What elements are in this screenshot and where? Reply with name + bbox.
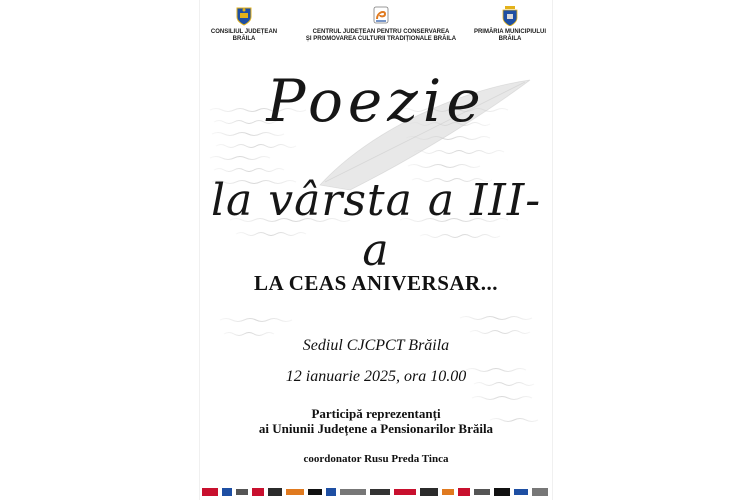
header-logos — [200, 4, 552, 50]
sponsor-logo — [326, 488, 336, 496]
org-name-line-2: BRĂILA — [498, 36, 522, 42]
org-name-line-1: CENTRUL JUDEȚEAN PENTRU CONSERVAREA — [312, 29, 450, 35]
sponsor-logo — [474, 489, 490, 495]
event-venue: Sediul CJCPCT Brăila — [302, 337, 450, 354]
org-cjcpct — [296, 6, 466, 43]
sponsor-logo — [222, 488, 232, 496]
org-primaria — [470, 6, 550, 43]
sponsor-logo — [458, 488, 470, 496]
org-consiliul-judetean — [202, 6, 286, 43]
org-name-line-2: ȘI PROMOVAREA CULTURII TRADIȚIONALE BRĂILA — [305, 36, 457, 42]
org-name-line-2: BRĂILA — [232, 36, 256, 42]
event-date: 12 ianuarie 2025, ora 10.00 — [285, 368, 467, 385]
sponsor-logo — [252, 488, 264, 496]
participants-line-2: ai Uniunii Județene a Pensionarilor Brăila — [258, 421, 494, 436]
sponsor-logo — [420, 488, 438, 496]
sponsor-logo — [286, 489, 304, 495]
sponsor-logo — [442, 489, 454, 495]
event-coordinator: coordonator Rusu Preda Tinca — [303, 453, 449, 465]
sponsor-logo — [340, 489, 366, 495]
sponsor-logos-strip — [200, 486, 552, 498]
sponsor-logo — [370, 489, 390, 495]
poster-title-line-1: Poezie — [266, 67, 486, 135]
sponsor-logo — [268, 488, 282, 496]
county-crest-icon — [236, 6, 252, 26]
city-crest-icon — [502, 6, 518, 26]
org-name-line-1: PRIMĂRIA MUNICIPIULUI — [473, 29, 547, 35]
sponsor-logo — [394, 489, 416, 495]
sponsor-logo — [514, 489, 528, 495]
poster-subtitle: LA CEAS ANIVERSAR... — [254, 271, 498, 295]
org-name-line-1: CONSILIUL JUDEȚEAN — [210, 29, 278, 35]
sponsor-logo — [308, 489, 322, 495]
event-participants — [200, 406, 552, 436]
sponsor-logo — [532, 488, 548, 496]
poster-title-line-2: la vârsta a III-a — [210, 175, 542, 276]
cjcpct-logo-icon — [373, 6, 389, 26]
sponsor-logo — [494, 488, 510, 496]
participants-line-1: Participă reprezentanți — [311, 406, 441, 421]
sponsor-logo — [202, 488, 218, 496]
sponsor-logo — [236, 489, 248, 495]
event-poster — [200, 0, 552, 500]
